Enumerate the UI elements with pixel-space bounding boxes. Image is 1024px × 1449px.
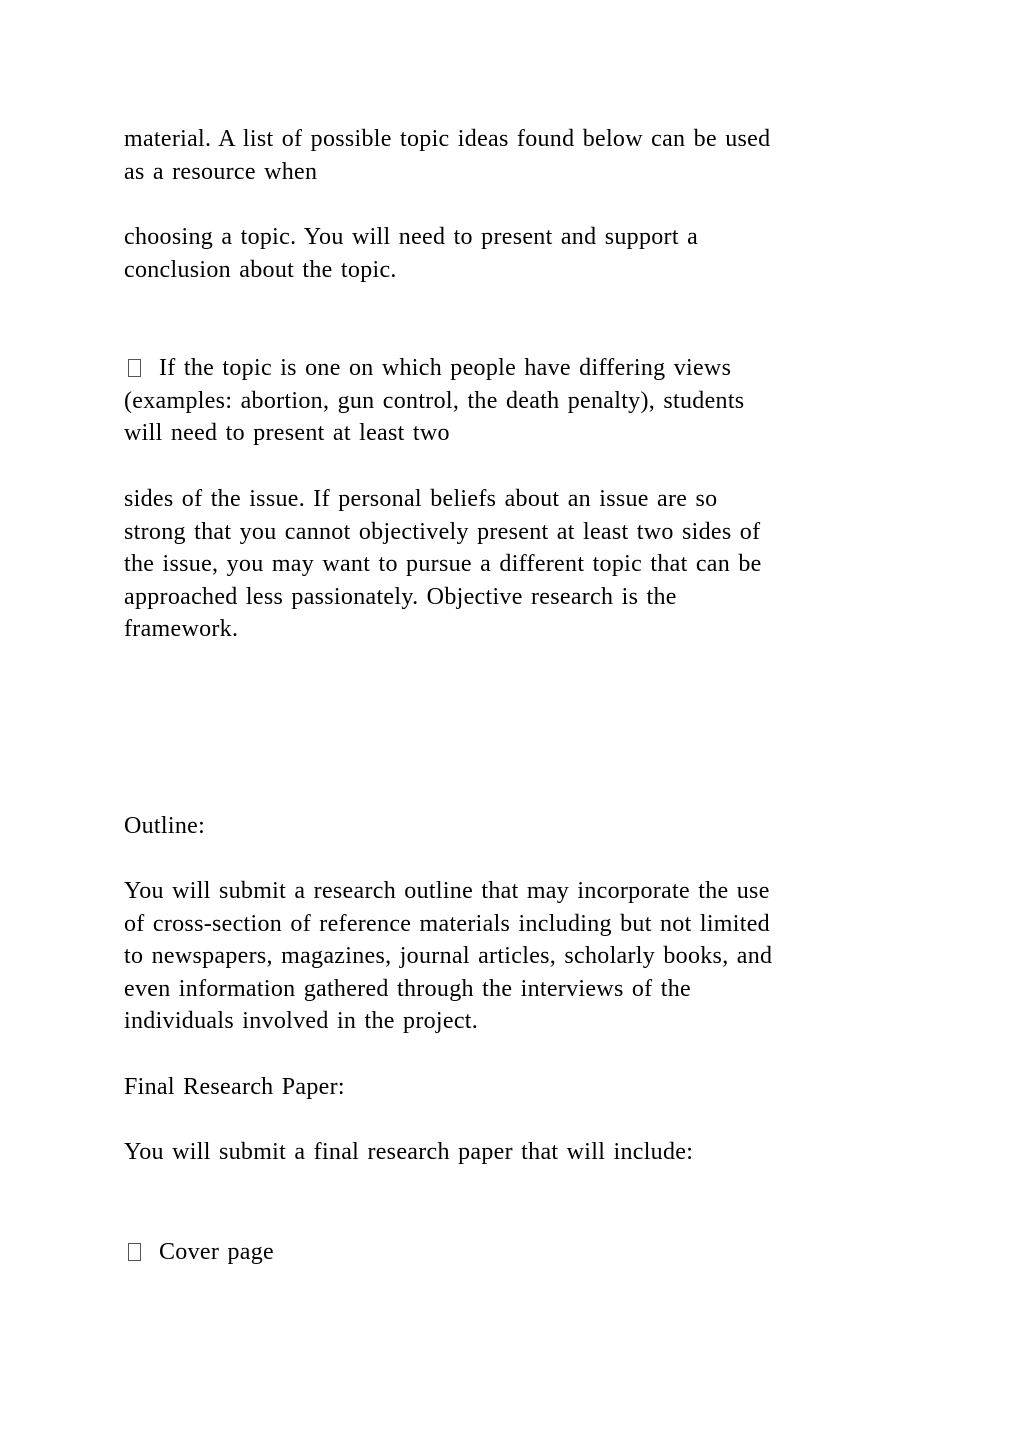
final-paper-heading: Final Research Paper: (124, 1074, 345, 1100)
bullet-item-text: Cover page (159, 1239, 274, 1265)
bullet-item-differing-views (124, 352, 904, 450)
paragraph-final-paper-body: You will submit a final research paper that will include: (124, 1139, 694, 1165)
outline-heading: Outline: (124, 813, 206, 839)
paragraph-sides-of-issue: sides of the issue. If personal beliefs about an issue are so strong that you cannot objectively present at least two sides of the issue, you may want to pursue a different topic that can be approached less passionately. Objective research is the framework. (124, 486, 762, 643)
paragraph-choosing-topic: choosing a topic. You will need to present and support a conclusion about the topic. (124, 224, 699, 283)
bullet-item-cover-page (124, 1236, 904, 1269)
bullet-box-icon (128, 1243, 141, 1261)
paragraph-topic-resource: material. A list of possible topic ideas found below can be used as a resource when (124, 126, 771, 185)
bullet-box-icon (128, 359, 141, 377)
paragraph-outline-body: You will submit a research outline that may incorporate the use of cross-section of reference materials including but not limited to newspapers, magazines, journal articles, scholarly books, and even information gathered through the interviews of the individuals involved in the project. (124, 878, 773, 1035)
bullet-item-text: If the topic is one on which people have differing views (examples: abortion, gun control, the death penalty), students will need to present at least two (124, 355, 745, 447)
